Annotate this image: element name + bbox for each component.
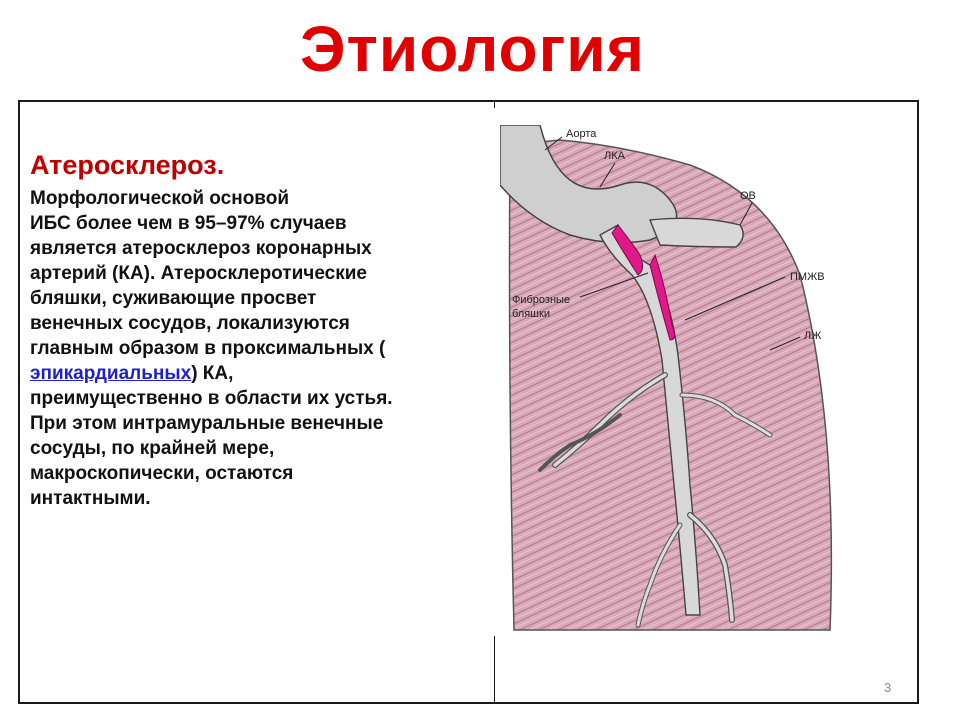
epicardial-link[interactable]: эпикардиальных <box>30 363 192 384</box>
body-line: интактными. <box>30 488 151 509</box>
body-line: преимущественно в области их устья. <box>30 388 393 409</box>
section-heading: Атеросклероз. <box>30 150 225 180</box>
body-line-with-link <box>30 361 485 386</box>
label-lzh: ЛЖ <box>804 330 822 342</box>
body-line: главным образом в проксимальных ( <box>30 338 386 359</box>
link-tail: ) КА, <box>191 363 234 384</box>
label-lka: ЛКА <box>604 150 625 162</box>
label-pmzhv: ПМЖВ <box>790 271 825 283</box>
label-fibrous-plaques-2: бляшки <box>512 308 550 320</box>
label-ov: ОВ <box>740 190 756 202</box>
body-line: бляшки, суживающие просвет <box>30 288 317 309</box>
body-line: артерий (КА). Атеросклеротические <box>30 263 367 284</box>
body-line: венечных сосудов, локализуются <box>30 313 350 334</box>
body-line: сосуды, по крайней мере, <box>30 438 275 459</box>
circumflex-artery <box>650 218 743 247</box>
label-aorta: Аорта <box>566 128 597 140</box>
body-line: является атеросклероз коронарных <box>30 238 372 259</box>
body-line: При этом интрамуральные венечные <box>30 413 384 434</box>
body-line: Морфологической основой <box>30 188 290 209</box>
body-line: ИБС более чем в 95–97% случаев <box>30 213 347 234</box>
body-line: макроскопически, остаются <box>30 463 294 484</box>
coronary-artery-illustration <box>500 125 840 635</box>
text-block <box>30 148 485 511</box>
label-fibrous-plaques-1: Фиброзные <box>512 294 571 306</box>
slide-title: Этиология <box>300 13 645 85</box>
page-number: 3 <box>884 680 892 695</box>
